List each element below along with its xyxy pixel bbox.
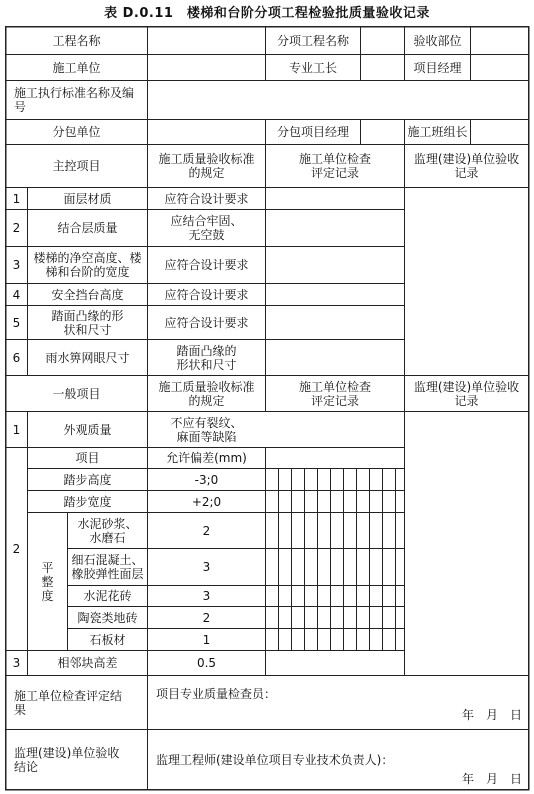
main-item-no: 6 bbox=[12, 350, 21, 365]
date-line-1: 年 月 日 bbox=[461, 708, 522, 722]
supervision-conclusion-label: 监理(建设)单位验收结论 bbox=[14, 745, 120, 774]
main-item-spec: 踏面凸缘的形状和尺寸 bbox=[176, 343, 237, 372]
project-name-label: 工程名称 bbox=[52, 33, 101, 48]
construction-result-label: 施工单位检查评定结果 bbox=[14, 688, 123, 717]
main-item-spec: 应符合设计要求 bbox=[164, 191, 249, 206]
standard-name-label: 施工执行标准名称及编号 bbox=[14, 86, 135, 114]
main-item-no: 5 bbox=[12, 315, 21, 330]
main-item-spec: 应符合设计要求 bbox=[164, 315, 249, 330]
inspector-label: 项目专业质量检查员： bbox=[156, 687, 277, 701]
step-height-label: 踏步高度 bbox=[63, 472, 112, 487]
flatness-value: 1 bbox=[202, 632, 211, 647]
main-items-header: 主控项目 bbox=[52, 159, 101, 173]
construction-unit-label: 施工单位 bbox=[52, 60, 101, 75]
flatness-label: 平整度 bbox=[41, 560, 54, 603]
step-height-value: -3;0 bbox=[194, 472, 219, 487]
team-leader-label: 施工班组长 bbox=[407, 125, 468, 139]
foreman-label: 专业工长 bbox=[288, 60, 337, 75]
main-item-name: 结合层质量 bbox=[57, 221, 118, 235]
general-supervision-check-header: 监理(建设)单位验收记录 bbox=[413, 379, 520, 408]
flatness-item: 陶瓷类地砖 bbox=[77, 610, 138, 625]
adjacent-height-diff-label: 相邻块高差 bbox=[57, 656, 118, 670]
tolerance-item-header: 项目 bbox=[75, 451, 100, 465]
general-spec-header: 施工质量验收标准的规定 bbox=[158, 379, 255, 408]
flatness-item: 石板材 bbox=[89, 632, 126, 647]
step-width-value: +2;0 bbox=[191, 494, 222, 509]
main-item-name: 楼梯的净空高度、楼梯和台阶的宽度 bbox=[33, 251, 142, 279]
general-items-header: 一般项目 bbox=[52, 386, 101, 401]
subcontract-unit-label: 分包单位 bbox=[52, 125, 101, 139]
main-item-name: 安全挡台高度 bbox=[51, 287, 124, 302]
main-item-no: 4 bbox=[12, 287, 21, 302]
general-construction-check-header: 施工单位检查评定记录 bbox=[298, 379, 371, 408]
subcontract-manager-label: 分包项目经理 bbox=[276, 125, 349, 139]
flatness-value: 3 bbox=[202, 560, 211, 574]
general-item-no: 3 bbox=[12, 656, 21, 670]
supervision-check-header: 监理(建设)单位验收记录 bbox=[413, 152, 520, 180]
date-line-2: 年 月 日 bbox=[461, 772, 522, 786]
spec-header: 施工质量验收标准的规定 bbox=[158, 152, 255, 180]
general-item-no: 2 bbox=[12, 542, 21, 556]
main-item-name: 面层材质 bbox=[63, 191, 112, 206]
sub-project-name-label: 分项工程名称 bbox=[276, 33, 349, 48]
adjacent-height-diff-value: 0.5 bbox=[196, 656, 217, 670]
project-manager-label: 项目经理 bbox=[413, 60, 462, 75]
tolerance-value-header: 允许偏差(mm) bbox=[166, 451, 247, 465]
main-item-spec: 应结合牢固、无空鼓 bbox=[170, 214, 243, 242]
construction-check-header: 施工单位检查评定记录 bbox=[298, 152, 371, 180]
main-item-spec: 应符合设计要求 bbox=[164, 287, 249, 302]
main-item-name: 雨水箅网眼尺寸 bbox=[45, 350, 130, 365]
main-item-spec: 应符合设计要求 bbox=[164, 258, 249, 272]
main-item-no: 2 bbox=[12, 221, 21, 235]
general-item-spec: 不应有裂纹、麻面等缺陷 bbox=[170, 415, 243, 444]
general-item-no: 1 bbox=[12, 422, 21, 437]
flatness-item: 水泥花砖 bbox=[83, 589, 132, 603]
flatness-item: 细石混凝土、橡胶弹性面层 bbox=[71, 553, 144, 581]
engineer-label: 监理工程师(建设单位项目专业技术负责人)： bbox=[156, 753, 394, 767]
flatness-value: 2 bbox=[202, 610, 211, 625]
main-item-name: 踏面凸缘的形状和尺寸 bbox=[51, 308, 124, 337]
flatness-value: 2 bbox=[202, 523, 211, 538]
flatness-item: 水泥砂浆、水磨石 bbox=[77, 516, 138, 545]
main-item-no: 1 bbox=[12, 191, 21, 206]
main-item-no: 3 bbox=[12, 258, 21, 272]
form-title: 表 D.0.11 楼梯和台阶分项工程检验批质量验收记录 bbox=[104, 6, 430, 21]
flatness-value: 3 bbox=[202, 589, 211, 603]
step-width-label: 踏步宽度 bbox=[63, 494, 112, 509]
general-item-name: 外观质量 bbox=[63, 422, 112, 437]
acceptance-part-label: 验收部位 bbox=[413, 33, 462, 48]
